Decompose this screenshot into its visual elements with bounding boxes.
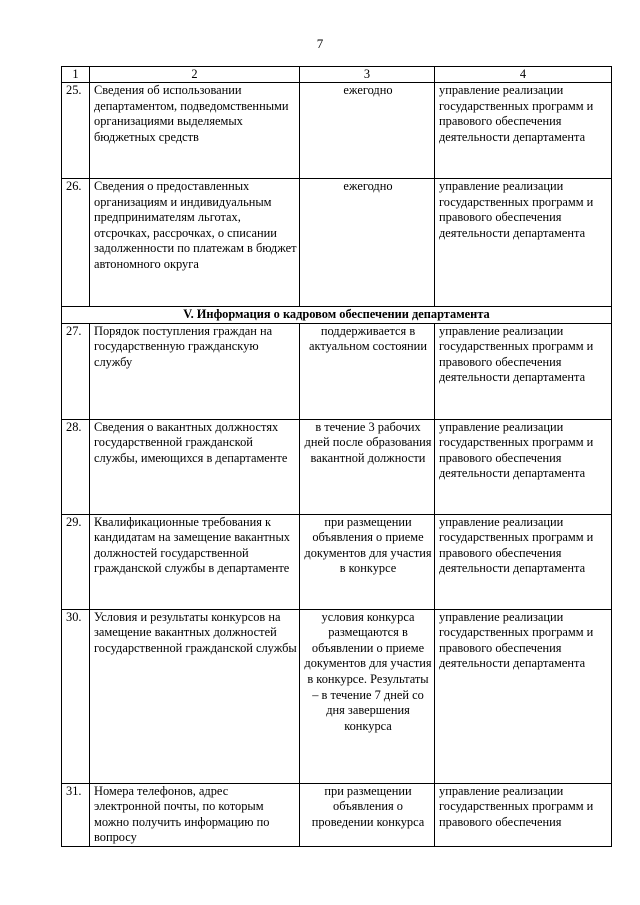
table-header-row [62,67,612,83]
update-period: при размещении объявления о приеме документов для участия в конкурсе [300,514,435,609]
update-period: при размещении объявления о проведении конкурса [300,783,435,846]
row-number: 27. [62,323,90,419]
column-header: 2 [90,67,300,83]
column-header: 4 [435,67,612,83]
info-name: Условия и результаты конкурсов на замещение вакантных должностей государственной гражданской службы [90,609,300,783]
update-period: в течение 3 рабочих дней после образования вакантной должности [300,419,435,514]
row-number: 26. [62,179,90,307]
responsible-unit: управление реализации государственных программ и правового обеспечения [435,783,612,846]
responsible-unit: управление реализации государственных программ и правового обеспечения деятельности департамента [435,323,612,419]
info-name: Сведения об использовании департаментом, подведомственными организациями выделяемых бюджетных средств [90,83,300,179]
table-row [62,609,612,783]
responsible-unit: управление реализации государственных программ и правового обеспечения деятельности департамента [435,179,612,307]
information-table [61,66,612,847]
table-row [62,783,612,846]
responsible-unit: управление реализации государственных программ и правового обеспечения деятельности департамента [435,514,612,609]
row-number: 25. [62,83,90,179]
row-number: 31. [62,783,90,846]
update-period: условия конкурса размещаются в объявлении о приеме документов для участия в конкурсе. Результаты – в течение 7 дней со дня завершения конкурса [300,609,435,783]
info-name: Сведения о предоставленных организациям и индивидуальным предпринимателям льготах, отсрочках, рассрочках, о списании задолженности по платежам в бюджет автономного округа [90,179,300,307]
table-row [62,419,612,514]
table-row [62,83,612,179]
table-row [62,179,612,307]
update-period: ежегодно [300,179,435,307]
responsible-unit: управление реализации государственных программ и правового обеспечения деятельности департамента [435,83,612,179]
table-row [62,323,612,419]
column-header: 1 [62,67,90,83]
responsible-unit: управление реализации государственных программ и правового обеспечения деятельности департамента [435,609,612,783]
info-name: Сведения о вакантных должностях государственной гражданской службы, имеющихся в департаменте [90,419,300,514]
info-name: Номера телефонов, адрес электронной почты, по которым можно получить информацию по вопросу [90,783,300,846]
update-period: ежегодно [300,83,435,179]
table-row [62,514,612,609]
page-number: 7 [316,36,324,51]
row-number: 29. [62,514,90,609]
info-name: Квалификационные требования к кандидатам на замещение вакантных должностей государственной гражданской службы в департаменте [90,514,300,609]
section-row [62,307,612,324]
update-period: поддерживается в актуальном состоянии [300,323,435,419]
row-number: 28. [62,419,90,514]
responsible-unit: управление реализации государственных программ и правового обеспечения деятельности департамента [435,419,612,514]
info-name: Порядок поступления граждан на государственную гражданскую службу [90,323,300,419]
row-number: 30. [62,609,90,783]
column-header: 3 [300,67,435,83]
section-title: V. Информация о кадровом обеспечении департамента [62,307,612,324]
